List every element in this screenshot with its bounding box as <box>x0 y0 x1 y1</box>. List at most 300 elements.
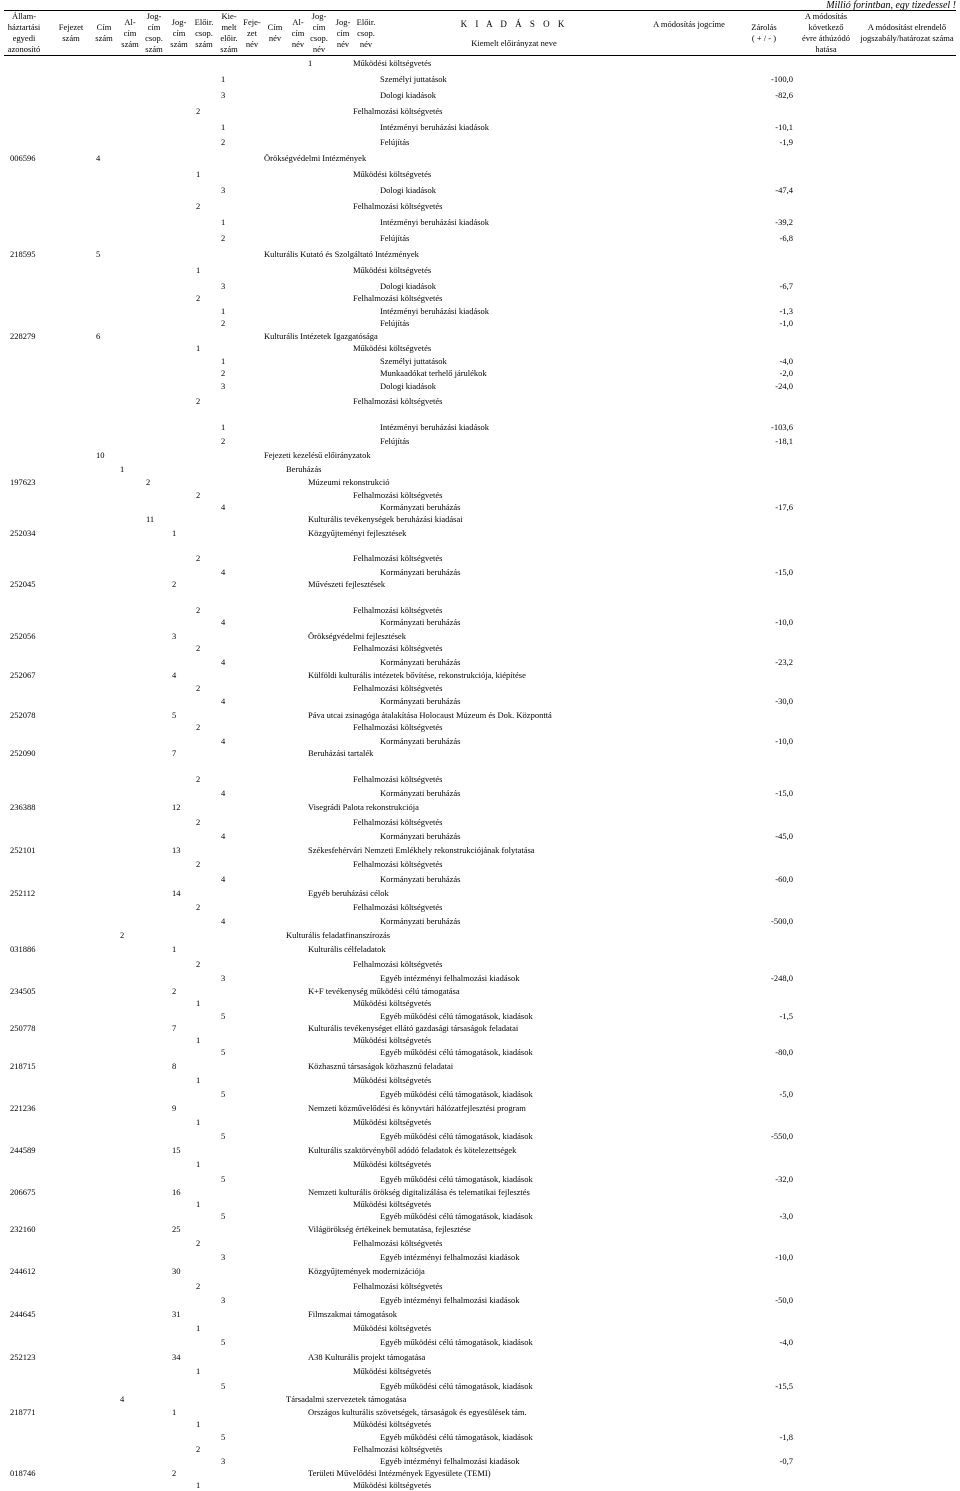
header-column-5: Jog- cím szám <box>170 16 188 49</box>
header-modositas-jogcime: A módosítás jogcíme <box>653 19 725 29</box>
code-cell: 1 <box>221 356 226 366</box>
azonosito-cell: 218595 <box>10 249 36 259</box>
name-cell: Működési költségvetés <box>353 1419 432 1429</box>
name-cell: Művészeti fejlesztések <box>308 579 386 589</box>
name-cell: Egyéb működési célú támogatások, kiadások <box>380 1047 533 1057</box>
amount-cell: -0,7 <box>779 1456 793 1466</box>
table-row <box>0 435 960 447</box>
code-cell: 2 <box>196 553 201 563</box>
name-cell: Páva utcai zsinagóga átalakítása Holocaust Múzeum és Dok. Központtá <box>308 710 552 720</box>
table-row <box>0 1280 960 1292</box>
code-cell: 2 <box>196 722 201 732</box>
code-cell: 1 <box>196 1035 201 1045</box>
name-cell: Egyéb működési célú támogatások, kiadások <box>380 1337 533 1347</box>
table-row <box>0 578 960 590</box>
name-cell: Kulturális tevékenységek beruházási kiadásai <box>308 514 463 524</box>
table-row <box>0 501 960 513</box>
code-cell: 4 <box>221 916 226 926</box>
name-cell: Kulturális szaktörvényből adódó feladatok és kötelezettségek <box>308 1145 517 1155</box>
header-column-2: Cím szám <box>95 22 113 43</box>
name-cell: Egyéb működési célú támogatások, kiadások <box>380 1011 533 1021</box>
name-cell: Külföldi kulturális intézetek bővítése, rekonstrukciója, kiépítése <box>308 670 526 680</box>
table-row <box>0 136 960 148</box>
name-cell: Munkaadókat terhelő járulékok <box>380 368 487 378</box>
code-cell: 2 <box>196 774 201 784</box>
table-row <box>0 887 960 899</box>
table-row <box>0 958 960 970</box>
table-row <box>0 1186 960 1198</box>
code-cell: 1 <box>196 1419 201 1429</box>
amount-cell: -1,9 <box>779 137 793 147</box>
name-cell: Működési költségvetés <box>353 1323 432 1333</box>
table-row <box>0 367 960 379</box>
amount-cell: -6,8 <box>779 233 793 243</box>
code-cell: 4 <box>221 874 226 884</box>
code-cell: 2 <box>196 201 201 211</box>
amount-cell: -6,7 <box>779 281 793 291</box>
table-row <box>0 248 960 260</box>
table-row <box>0 200 960 212</box>
name-cell: Felhalmozási költségvetés <box>353 902 443 912</box>
header-column-9: Cím név <box>267 22 283 43</box>
code-cell: 16 <box>172 1187 181 1197</box>
name-cell: Felhalmozási költségvetés <box>353 490 443 500</box>
name-cell: Működési költségvetés <box>353 343 432 353</box>
name-cell: Felhalmozási költségvetés <box>353 293 443 303</box>
table-row <box>0 1418 960 1430</box>
table-row <box>0 901 960 913</box>
name-cell: Beruházás <box>286 464 322 474</box>
table-row <box>0 1198 960 1210</box>
name-cell: Működési költségvetés <box>353 265 432 275</box>
code-cell: 2 <box>196 859 201 869</box>
name-cell: Személyi juttatások <box>380 74 447 84</box>
code-cell: 5 <box>221 1047 226 1057</box>
azonosito-cell: 236388 <box>10 802 36 812</box>
table-row <box>0 787 960 799</box>
code-cell: 5 <box>221 1011 226 1021</box>
azonosito-cell: 252078 <box>10 710 36 720</box>
table-row <box>0 1210 960 1222</box>
code-cell: 4 <box>221 567 226 577</box>
name-cell: Kormányzati beruházás <box>380 617 461 627</box>
code-cell: 2 <box>196 396 201 406</box>
code-cell: 1 <box>172 1407 177 1417</box>
code-cell: 1 <box>196 169 201 179</box>
table-row <box>0 1443 960 1455</box>
table-row <box>0 816 960 828</box>
name-cell: Felhalmozási költségvetés <box>353 817 443 827</box>
header-column-0: Állam- háztartási egyedi azonosító <box>7 11 41 54</box>
code-cell: 3 <box>221 1456 226 1466</box>
table-row <box>0 642 960 654</box>
name-cell: Beruházási tartalék <box>308 748 374 758</box>
azonosito-cell: 234505 <box>10 986 36 996</box>
table-row <box>0 1251 960 1263</box>
header-column-11: Jog- cím csop. név <box>310 11 328 54</box>
name-cell: Egyéb intézményi felhalmozási kiadások <box>380 1295 520 1305</box>
table-row <box>0 1365 960 1377</box>
table-row <box>0 73 960 85</box>
azonosito-cell: 252090 <box>10 748 36 758</box>
table-row <box>0 873 960 885</box>
table-row <box>0 121 960 133</box>
amount-cell: -23,2 <box>775 657 793 667</box>
name-cell: Felújítás <box>380 137 410 147</box>
name-cell: Egyéb működési célú támogatások, kiadások <box>380 1174 533 1184</box>
name-cell: Kormányzati beruházás <box>380 657 461 667</box>
azonosito-cell: 218715 <box>10 1061 36 1071</box>
azonosito-cell: 244612 <box>10 1266 36 1276</box>
amount-cell: -100,0 <box>771 74 793 84</box>
table-row <box>0 1223 960 1235</box>
name-cell: Működési költségvetés <box>353 1366 432 1376</box>
code-cell: 1 <box>221 306 226 316</box>
table-row <box>0 1380 960 1392</box>
name-cell: Nemzeti kulturális örökség digitalizálása és telematikai fejlesztés <box>308 1187 530 1197</box>
table-row <box>0 943 960 955</box>
code-cell: 2 <box>196 902 201 912</box>
code-cell: 3 <box>221 381 226 391</box>
name-cell: Működési költségvetés <box>353 169 432 179</box>
code-cell: 2 <box>196 293 201 303</box>
azonosito-cell: 252067 <box>10 670 36 680</box>
code-cell: 15 <box>172 1145 181 1155</box>
code-cell: 4 <box>221 788 226 798</box>
code-cell: 5 <box>221 1089 226 1099</box>
code-cell: 4 <box>221 657 226 667</box>
table-row <box>0 1467 960 1479</box>
code-cell: 34 <box>172 1352 181 1362</box>
code-cell: 5 <box>172 710 177 720</box>
code-cell: 30 <box>172 1266 181 1276</box>
header-column-12: Jog- cím név <box>335 16 351 49</box>
table-row <box>0 449 960 461</box>
table-row <box>0 1322 960 1334</box>
amount-cell: -60,0 <box>775 874 793 884</box>
name-cell: Egyéb beruházási célok <box>308 888 389 898</box>
name-cell: Kulturális Kutató és Szolgáltató Intézmények <box>264 249 419 259</box>
table-row <box>0 1102 960 1114</box>
name-cell: Intézményi beruházási kiadások <box>380 306 490 316</box>
code-cell: 2 <box>196 1281 201 1291</box>
code-cell: 2 <box>221 137 226 147</box>
name-cell: Örökségvédelmi Intézmények <box>264 153 367 163</box>
amount-cell: -30,0 <box>775 696 793 706</box>
name-cell: Filmszakmai támogatások <box>308 1309 397 1319</box>
code-cell: 4 <box>221 736 226 746</box>
code-cell: 1 <box>196 1199 201 1209</box>
amount-cell: -10,0 <box>775 1252 793 1262</box>
amount-cell: -15,0 <box>775 567 793 577</box>
name-cell: Intézményi beruházási kiadások <box>380 217 490 227</box>
name-cell: Felhalmozási költségvetés <box>353 683 443 693</box>
name-cell: Intézményi beruházási kiadások <box>380 422 490 432</box>
table-row <box>0 1265 960 1277</box>
table-row <box>0 858 960 870</box>
table-row <box>0 1130 960 1142</box>
table-row <box>0 1406 960 1418</box>
name-cell: Működési költségvetés <box>353 1117 432 1127</box>
name-cell: Működési költségvetés <box>353 1199 432 1209</box>
code-cell: 2 <box>196 817 201 827</box>
amount-cell: -1,5 <box>779 1011 793 1021</box>
name-cell: Területi Művelődési Intézmények Egyesülete (TEMI) <box>308 1468 491 1478</box>
table-row <box>0 1479 960 1491</box>
code-cell: 2 <box>196 683 201 693</box>
azonosito-cell: 252056 <box>10 631 36 641</box>
table-row <box>0 476 960 488</box>
table-row <box>0 330 960 342</box>
code-cell: 1 <box>221 122 226 132</box>
code-cell: 2 <box>172 986 177 996</box>
table-row <box>0 105 960 117</box>
code-cell: 1 <box>196 1480 201 1490</box>
name-cell: Egyéb működési célú támogatások, kiadások <box>380 1381 533 1391</box>
table-row <box>0 656 960 668</box>
amount-cell: -10,1 <box>775 122 793 132</box>
table-row <box>0 566 960 578</box>
name-cell: Működési költségvetés <box>353 1075 432 1085</box>
amount-cell: -32,0 <box>775 1174 793 1184</box>
table-row <box>0 1034 960 1046</box>
amount-cell: -18,1 <box>775 436 793 446</box>
code-cell: 5 <box>221 1174 226 1184</box>
azonosito-cell: 244645 <box>10 1309 36 1319</box>
table-row <box>0 395 960 407</box>
name-cell: Dologi kiadások <box>380 185 436 195</box>
amount-cell: -10,0 <box>775 617 793 627</box>
amount-cell: -5,0 <box>779 1089 793 1099</box>
code-cell: 1 <box>196 1323 201 1333</box>
name-cell: K+F tevékenység működési célú támogatása <box>308 986 460 996</box>
code-cell: 31 <box>172 1309 181 1319</box>
table-row <box>0 380 960 392</box>
name-cell: Felhalmozási költségvetés <box>353 959 443 969</box>
code-cell: 3 <box>221 185 226 195</box>
azonosito-cell: 252123 <box>10 1352 36 1362</box>
name-cell: Felhalmozási költségvetés <box>353 1238 443 1248</box>
code-cell: 11 <box>146 514 155 524</box>
table-row <box>0 1144 960 1156</box>
code-cell: 1 <box>196 998 201 1008</box>
amount-cell: -1,8 <box>779 1432 793 1442</box>
amount-cell: -39,2 <box>775 217 793 227</box>
header-kiemelt-eloirany: Kiemelt előirányzat neve <box>471 38 557 48</box>
name-cell: Felhalmozási költségvetés <box>353 722 443 732</box>
header-column-8: Feje- zet név <box>243 16 261 49</box>
table-row <box>0 489 960 501</box>
code-cell: 1 <box>221 217 226 227</box>
amount-cell: -2,0 <box>779 368 793 378</box>
header-kiadasok: K I A D Á S O K <box>460 19 568 29</box>
table-row <box>0 709 960 721</box>
name-cell: Felhalmozási költségvetés <box>353 859 443 869</box>
table-row <box>0 264 960 276</box>
code-cell: 4 <box>96 153 101 163</box>
azonosito-cell: 006596 <box>10 153 36 163</box>
name-cell: Működési költségvetés <box>353 1035 432 1045</box>
amount-cell: -15,5 <box>775 1381 793 1391</box>
name-cell: Egyéb működési célú támogatások, kiadások <box>380 1089 533 1099</box>
header-jogszabaly: A módosítást elrendelő jogszabály/határozat száma <box>860 22 954 43</box>
code-cell: 1 <box>196 343 201 353</box>
name-cell: Országos kulturális szövetségek, társaságok és egyesülések tám. <box>308 1407 527 1417</box>
code-cell: 8 <box>172 1061 177 1071</box>
name-cell: Egyéb intézményi felhalmozási kiadások <box>380 1456 520 1466</box>
azonosito-cell: 252045 <box>10 579 36 589</box>
name-cell: Kormányzati beruházás <box>380 916 461 926</box>
amount-cell: -45,0 <box>775 831 793 841</box>
table-row <box>0 1336 960 1348</box>
code-cell: 12 <box>172 802 181 812</box>
code-cell: 1 <box>196 1075 201 1085</box>
code-cell: 1 <box>120 464 125 474</box>
amount-cell: -4,0 <box>779 356 793 366</box>
name-cell: Közgyűjteményi fejlesztések <box>308 528 407 538</box>
azonosito-cell: 018746 <box>10 1468 36 1478</box>
amount-cell: -80,0 <box>775 1047 793 1057</box>
table-row <box>0 463 960 475</box>
name-cell: 1 <box>308 58 313 68</box>
table-row <box>0 57 960 69</box>
name-cell: Dologi kiadások <box>380 90 436 100</box>
table-row <box>0 1173 960 1185</box>
azonosito-cell: 244589 <box>10 1145 36 1155</box>
azonosito-cell: 252101 <box>10 845 36 855</box>
amount-cell: -10,0 <box>775 736 793 746</box>
name-cell: Felújítás <box>380 318 410 328</box>
header-column-13: Előir. csop. név <box>356 16 376 49</box>
table-row <box>0 421 960 433</box>
name-cell: Kormányzati beruházás <box>380 788 461 798</box>
header-column-4: Jog- cím csop. szám <box>145 11 163 54</box>
table-row <box>0 527 960 539</box>
table-row <box>0 1294 960 1306</box>
table-row <box>0 1010 960 1022</box>
name-cell: Kulturális Intézetek Igazgatósága <box>264 331 378 341</box>
code-cell: 2 <box>196 643 201 653</box>
name-cell: A38 Kulturális projekt támogatása <box>308 1352 426 1362</box>
table-row <box>0 232 960 244</box>
name-cell: Működési költségvetés <box>353 1159 432 1169</box>
amount-cell: -1,3 <box>779 306 793 316</box>
table-row <box>0 735 960 747</box>
amount-cell: -17,6 <box>775 502 793 512</box>
table-row <box>0 1022 960 1034</box>
table-row <box>0 1116 960 1128</box>
header-column-1: Fejezet szám <box>58 22 84 43</box>
table-row <box>0 695 960 707</box>
code-cell: 6 <box>96 331 101 341</box>
header-zarolas: Zárolás ( + / - ) <box>751 22 777 43</box>
table-row <box>0 1158 960 1170</box>
name-cell: Felhalmozási költségvetés <box>353 643 443 653</box>
code-cell: 1 <box>196 1159 201 1169</box>
name-cell: Felhalmozási költségvetés <box>353 106 443 116</box>
amount-cell: -500,0 <box>771 916 793 926</box>
table-row <box>0 1237 960 1249</box>
table-row <box>0 152 960 164</box>
name-cell: Intézményi beruházási kiadások <box>380 122 490 132</box>
table-row <box>0 292 960 304</box>
name-cell: Személyi juttatások <box>380 356 447 366</box>
code-cell: 1 <box>196 1117 201 1127</box>
table-row <box>0 985 960 997</box>
azonosito-cell: 252112 <box>10 888 36 898</box>
name-cell: Kulturális feladatfinanszírozás <box>286 930 391 940</box>
code-cell: 2 <box>196 959 201 969</box>
azonosito-cell: 221236 <box>10 1103 36 1113</box>
azonosito-cell: 232160 <box>10 1224 36 1234</box>
amount-cell: -4,0 <box>779 1337 793 1347</box>
name-cell: Felhalmozási költségvetés <box>353 1444 443 1454</box>
table-row <box>0 1046 960 1058</box>
table-row <box>0 747 960 759</box>
table-row <box>0 972 960 984</box>
table-row <box>0 1455 960 1467</box>
name-cell: Működési költségvetés <box>353 998 432 1008</box>
code-cell: 5 <box>221 1211 226 1221</box>
code-cell: 1 <box>172 528 177 538</box>
code-cell: 4 <box>221 831 226 841</box>
code-cell: 10 <box>96 450 105 460</box>
name-cell: Világörökség értékeinek bemutatása, fejlesztése <box>308 1224 471 1234</box>
code-cell: 3 <box>172 631 177 641</box>
header-column-7: Kie- melt előir. szám <box>220 11 238 54</box>
code-cell: 2 <box>196 490 201 500</box>
name-cell: Kulturális célfeladatok <box>308 944 386 954</box>
azonosito-cell: 228279 <box>10 331 36 341</box>
name-cell: Egyéb működési célú támogatások, kiadások <box>380 1131 533 1141</box>
azonosito-cell: 218771 <box>10 1407 36 1417</box>
name-cell: Felhalmozási költségvetés <box>353 553 443 563</box>
code-cell: 2 <box>221 368 226 378</box>
table-row <box>0 929 960 941</box>
name-cell: Kormányzati beruházás <box>380 696 461 706</box>
code-cell: 5 <box>221 1381 226 1391</box>
table-row <box>0 801 960 813</box>
table-row <box>0 844 960 856</box>
amount-cell: -103,6 <box>771 422 793 432</box>
name-cell: Kormányzati beruházás <box>380 874 461 884</box>
table-row <box>0 89 960 101</box>
name-cell: Dologi kiadások <box>380 281 436 291</box>
table-row <box>0 513 960 525</box>
table-row <box>0 915 960 927</box>
code-cell: 7 <box>172 748 177 758</box>
code-cell: 4 <box>172 670 177 680</box>
code-cell: 4 <box>221 502 226 512</box>
code-cell: 2 <box>120 930 125 940</box>
table-row <box>0 630 960 642</box>
code-cell: 2 <box>196 1444 201 1454</box>
azonosito-cell: 206675 <box>10 1187 36 1197</box>
name-cell: Felhalmozási költségvetés <box>353 605 443 615</box>
amount-cell: -47,4 <box>775 185 793 195</box>
azonosito-cell: 197623 <box>10 477 36 487</box>
code-cell: 2 <box>221 233 226 243</box>
table-row <box>0 604 960 616</box>
name-cell: Egyéb intézményi felhalmozási kiadások <box>380 973 520 983</box>
amount-cell: -248,0 <box>771 973 793 983</box>
name-cell: Kormányzati beruházás <box>380 831 461 841</box>
header-column-10: Al- cím név <box>291 16 305 49</box>
name-cell: Felújítás <box>380 436 410 446</box>
code-cell: 5 <box>221 1131 226 1141</box>
code-cell: 4 <box>221 696 226 706</box>
table-row <box>0 1393 960 1405</box>
